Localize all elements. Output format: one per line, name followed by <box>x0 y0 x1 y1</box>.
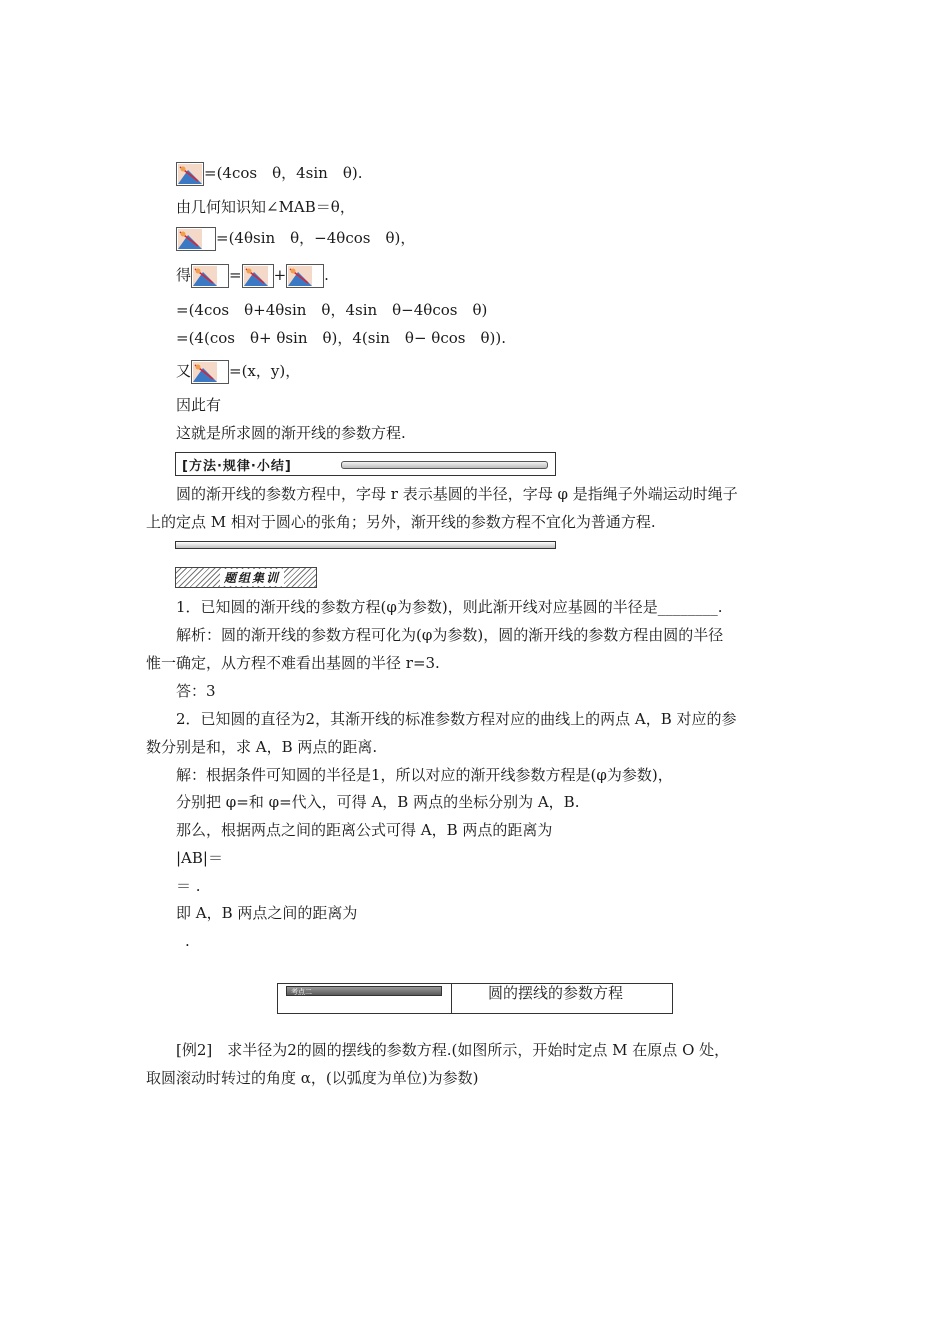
table-divider <box>451 984 452 1013</box>
example-text: [例2] 求半径为2的圆的摆线的参数方程.(如图所示，开始时定点 M 在原点 O 处， <box>176 1041 730 1059</box>
equation-line: =(4θsin θ，−4θcos θ)， <box>176 227 415 251</box>
question-text: 数分别是和，求 A，B 两点的距离. <box>146 738 378 756</box>
exercise-banner-title: 题组集训 <box>220 569 284 586</box>
answer-text: 答：3 <box>176 682 216 700</box>
section-title: 圆的摆线的参数方程 <box>488 984 624 1002</box>
summary-text: 圆的渐开线的参数方程中，字母 r 表示基圆的半径，字母 φ 是指绳子外端运动时绳子 <box>176 485 738 503</box>
question-text: 2．已知圆的直径为2，其渐开线的标准参数方程对应的曲线上的两点 A，B 对应的参 <box>176 710 737 728</box>
broken-image-icon <box>176 227 216 251</box>
text-line: 这就是所求圆的渐开线的参数方程. <box>176 424 406 442</box>
example-text: 取圆滚动时转过的角度 α，(以弧度为单位)为参数) <box>146 1069 479 1087</box>
equation-line: 又 =(x，y)， <box>176 360 300 384</box>
decorative-bar <box>341 461 548 469</box>
equation-line: =(4cos θ+4θsin θ，4sin θ−4θcos θ) <box>176 301 488 319</box>
method-summary-banner <box>175 452 556 476</box>
exercise-banner <box>175 567 317 588</box>
broken-image-icon <box>286 264 324 288</box>
banner-title: [方法·规律·小结] <box>182 459 292 474</box>
solution-text: 那么，根据两点之间的距离公式可得 A，B 两点的距离为 <box>176 821 553 839</box>
section-header <box>277 983 673 1014</box>
equation-line: 得 = + . <box>176 264 329 288</box>
solution-text: 分别把 φ=和 φ=代入，可得 A，B 两点的坐标分别为 A，B. <box>176 793 580 811</box>
solution-text: 惟一确定，从方程不难看出基圆的半径 r=3. <box>146 654 440 672</box>
solution-text: 解：根据条件可知圆的半径是1，所以对应的渐开线参数方程是(φ为参数)， <box>176 766 673 784</box>
section-divider <box>175 541 556 549</box>
solution-text: 解析：圆的渐开线的参数方程可化为(φ为参数)，圆的渐开线的参数方程由圆的半径 <box>176 626 724 644</box>
question-text: 1．已知圆的渐开线的参数方程(φ为参数)，则此渐开线对应基圆的半径是________. <box>176 598 723 616</box>
solution-text: 即 A，B 两点之间的距离为 <box>176 904 358 922</box>
section-tag: 考点二 <box>286 986 442 996</box>
solution-text: ＝ . <box>176 877 201 895</box>
broken-image-icon <box>242 264 274 288</box>
summary-text: 上的定点 M 相对于圆心的张角；另外，渐开线的参数方程不宜化为普通方程. <box>146 513 656 531</box>
text-line: 由几何知识知∠MAB＝θ， <box>176 198 355 216</box>
broken-image-icon <box>176 162 204 186</box>
broken-image-icon <box>191 360 229 384</box>
solution-text: . <box>185 932 190 950</box>
broken-image-icon <box>191 264 229 288</box>
text-line: 因此有 <box>176 396 222 414</box>
equation-line: =(4(cos θ+ θsin θ)，4(sin θ− θcos θ)). <box>176 329 506 347</box>
solution-text: |AB|＝ <box>176 849 223 867</box>
equation-line: =(4cos θ，4sin θ). <box>176 162 362 186</box>
